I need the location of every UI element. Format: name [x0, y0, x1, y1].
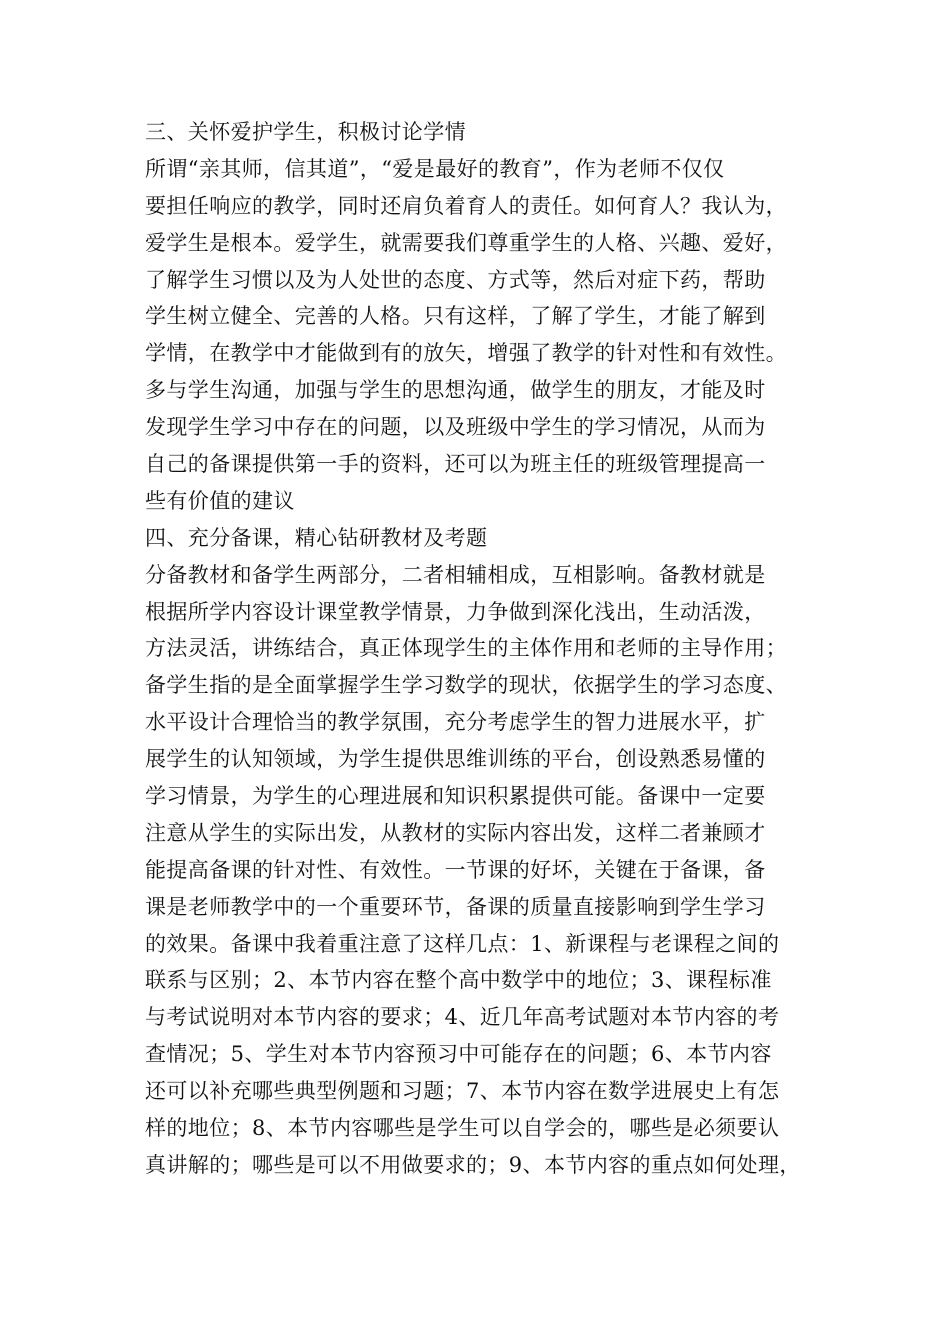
text-line: 分备教材和备学生两部分，二者相辅相成，互相影响。备教材就是 — [145, 562, 766, 587]
text-line: 的效果。备课中我着重注意了这样几点：1、新课程与老课程之间的 — [145, 931, 780, 956]
text-line: 多与学生沟通，加强与学生的思想沟通，做学生的朋友，才能及时 — [145, 378, 766, 403]
text-line: 样的地位；8、本节内容哪些是学生可以自学会的，哪些是必须要认 — [145, 1116, 780, 1141]
text-line: 爱学生是根本。爱学生，就需要我们尊重学生的人格、兴趣、爱好， — [145, 230, 787, 255]
text-line: 些有价值的建议 — [145, 488, 295, 513]
section-heading-4: 四、充分备课，精心钻研教材及考题 — [145, 525, 488, 550]
text-line: 水平设计合理恰当的教学氛围，充分考虑学生的智力进展水平，扩 — [145, 710, 766, 735]
document-body — [145, 114, 825, 1184]
text-line: 方法灵活，讲练结合，真正体现学生的主体作用和老师的主导作用； — [145, 636, 787, 661]
text-line: 联系与区别；2、本节内容在整个高中数学中的地位；3、课程标准 — [145, 968, 772, 993]
text-line: 学生树立健全、完善的人格。只有这样，了解了学生，才能了解到 — [145, 304, 766, 329]
text-line: 发现学生学习中存在的问题，以及班级中学生的学习情况，从而为 — [145, 415, 766, 440]
text-line: 查情况；5、学生对本节内容预习中可能存在的问题；6、本节内容 — [145, 1042, 772, 1067]
text-line: 要担任响应的教学，同时还肩负着育人的责任。如何育人？我认为， — [145, 193, 787, 218]
text-line: 展学生的认知领域，为学生提供思维训练的平台，创设熟悉易懂的 — [145, 747, 766, 772]
text-line: 还可以补充哪些典型例题和习题；7、本节内容在数学进展史上有怎 — [145, 1079, 780, 1104]
text-line: 真讲解的；哪些是可以不用做要求的；9、本节内容的重点如何处理， — [145, 1152, 801, 1177]
section-heading-3: 三、关怀爱护学生，积极讨论学情 — [145, 120, 466, 144]
text-line: 与考试说明对本节内容的要求；4、近几年高考试题对本节内容的考 — [145, 1005, 780, 1030]
text-line: 了解学生习惯以及为人处世的态度、方式等，然后对症下药，帮助 — [145, 267, 766, 292]
text-line: 自己的备课提供第一手的资料，还可以为班主任的班级管理提高一 — [145, 452, 766, 477]
text-line: 学情，在教学中才能做到有的放矢，增强了教学的针对性和有效性。 — [145, 341, 787, 366]
text-line: 备学生指的是全面掌握学生学习数学的现状，依据学生的学习态度、 — [145, 673, 787, 698]
text-line: 根据所学内容设计课堂教学情景，力争做到深化浅出，生动活泼， — [145, 599, 766, 624]
text-line: 能提高备课的针对性、有效性。一节课的好坏，关键在于备课，备 — [145, 857, 766, 882]
text-line: 学习情景，为学生的心理进展和知识积累提供可能。备课中一定要 — [145, 784, 766, 809]
text-line: 课是老师教学中的一个重要环节，备课的质量直接影响到学生学习 — [145, 894, 766, 919]
text-line: 所谓“亲其师，信其道”，“爱是最好的教育”，作为老师不仅仅 — [145, 156, 725, 181]
text-line: 注意从学生的实际出发，从教材的实际内容出发，这样二者兼顾才 — [145, 820, 766, 845]
